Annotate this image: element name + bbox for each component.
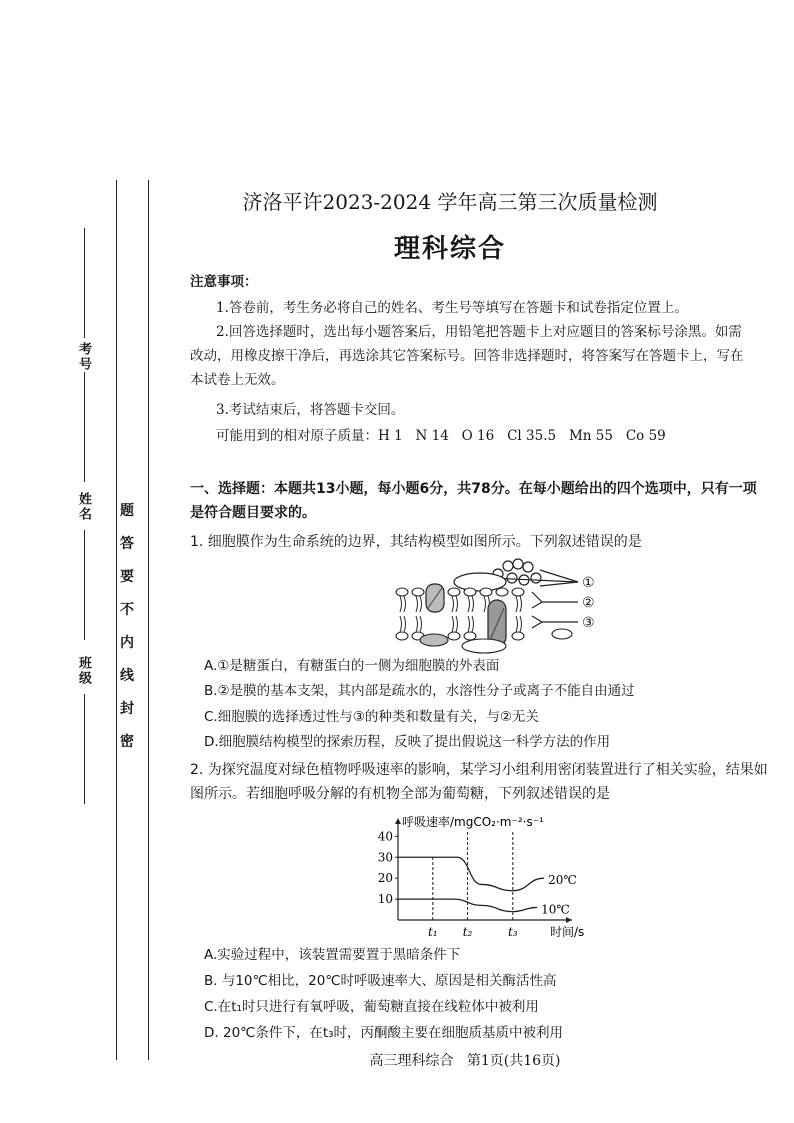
seal-char: 要 xyxy=(120,569,134,585)
name-label: 姓名 xyxy=(76,492,91,522)
y-tick-label: 30 xyxy=(377,850,393,865)
notice-item: 2.回答选择题时，选出每小题答案后，用铅笔把答题卡上对应题目的答案标号涂黑。如需改动，用橡皮擦干净后，再选涂其它答案标号。回答非选择题时，将答案写在答题卡上，写在本试卷上无效。 xyxy=(190,324,744,388)
seal-char: 题 xyxy=(120,503,134,519)
y-tick-label: 20 xyxy=(377,871,393,886)
q2-option-a: A.实验过程中，该装置需要置于黑暗条件下 xyxy=(204,947,461,963)
exam-title: 济洛平许2023-2024 学年高三第三次质量检测 xyxy=(242,190,658,214)
seal-char: 不 xyxy=(120,602,134,618)
x-tick-label: t₃ xyxy=(507,925,518,939)
notice-item: 3.考试结束后，将答题卡交回。 xyxy=(216,402,405,418)
q1-option-d: D.细胞膜结构模型的探索历程，反映了提出假说这一科学方法的作用 xyxy=(204,734,611,750)
x-tick-label: t₂ xyxy=(462,925,473,939)
y-tick-label: 40 xyxy=(377,829,393,844)
x-tick-label: t₁ xyxy=(427,925,438,939)
y-axis-label: 呼吸速率/mgCO₂·m⁻²·s⁻¹ xyxy=(402,815,544,829)
y-tick-label: 10 xyxy=(377,892,393,907)
section-heading: 一、选择题：本题共13小题，每小题6分，共78分。在每小题给出的四个选项中，只有一项是符合题目要求的。 xyxy=(190,481,757,521)
series-line xyxy=(398,857,544,890)
name-blank-top xyxy=(84,372,85,482)
q1-option-b: B.②是膜的基本支架，其内部是疏水的，水溶性分子或离子不能自由通过 xyxy=(204,683,635,699)
seal-char: 内 xyxy=(120,635,134,651)
q1-stem: 1. 细胞膜作为生命系统的边界，其结构模型如图所示。下列叙述错误的是 xyxy=(190,534,642,550)
class-blank xyxy=(84,694,85,804)
exam-no-label: 考号 xyxy=(76,342,91,372)
class-label: 班级 xyxy=(76,656,91,686)
q2-stem: 2. 为探究温度对绿色植物呼吸速率的影响，某学习小组利用密闭装置进行了相关实验，结果如图所示。若细胞呼吸分解的有机物全部为葡萄糖，下列叙述错误的是 xyxy=(190,762,768,802)
atomic-masses: 可能用到的相对原子质量：H 1 N 14 O 16 Cl 35.5 Mn 55 Co 59 xyxy=(216,428,666,444)
notice-item: 1.答卷前，考生务必将自己的姓名、考生号等填写在答题卡和试卷指定位置上。 xyxy=(216,300,688,316)
seal-char: 封 xyxy=(120,701,134,717)
x-axis-label: 时间/s xyxy=(550,925,585,939)
name-blank-bottom xyxy=(84,530,85,640)
y-axis-arrow xyxy=(395,818,401,824)
label-2: ② xyxy=(582,595,595,611)
exam-subtitle: 理科综合 xyxy=(393,234,506,264)
exam-no-blank xyxy=(84,228,85,338)
binding-line-outer xyxy=(116,180,117,1060)
q2-option-c: C.在t₁时只进行有氧呼吸，葡萄糖直接在线粒体中被利用 xyxy=(204,999,539,1015)
label-1: ① xyxy=(582,575,595,591)
series-label: 20℃ xyxy=(548,873,577,888)
series-label: 10℃ xyxy=(541,902,570,917)
binding-line-inner xyxy=(148,180,149,1060)
label-3: ③ xyxy=(582,615,595,631)
x-axis-arrow xyxy=(566,917,572,923)
respiration-chart xyxy=(376,812,596,944)
notice-heading: 注意事项： xyxy=(190,274,258,290)
page-footer: 高三理科综合 第1页(共16页) xyxy=(369,1053,561,1069)
q2-option-b: B. 与10℃相比，20℃时呼吸速率大、原因是相关酶活性高 xyxy=(204,973,557,989)
membrane-diagram xyxy=(390,556,590,656)
q1-option-a: A.①是糖蛋白，有糖蛋白的一侧为细胞膜的外表面 xyxy=(204,658,500,674)
q2-option-d: D. 20℃条件下，在t₃时，丙酮酸主要在细胞质基质中被利用 xyxy=(204,1025,564,1041)
q1-option-c: C.细胞膜的选择透过性与③的种类和数量有关，与②无关 xyxy=(204,709,539,725)
seal-char: 答 xyxy=(120,536,134,552)
seal-char: 线 xyxy=(120,668,134,684)
seal-char: 密 xyxy=(120,734,134,750)
